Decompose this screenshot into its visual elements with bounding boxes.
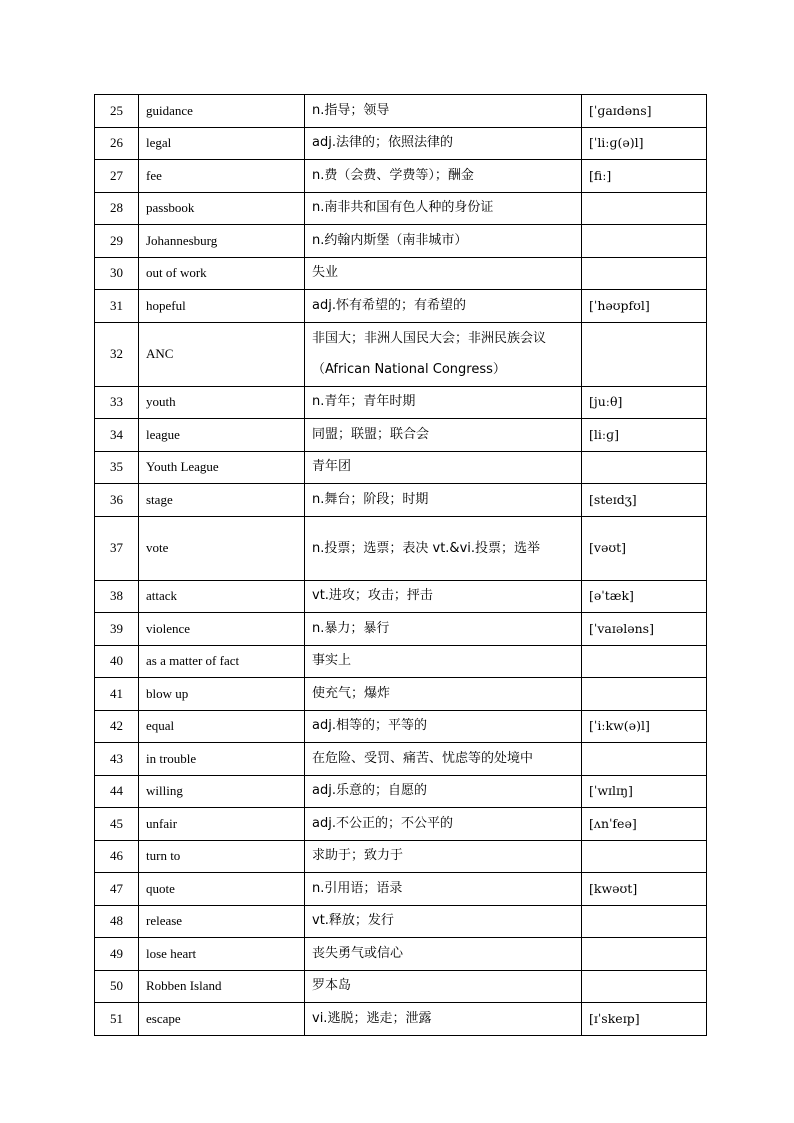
row-number: 39: [95, 613, 139, 646]
row-number: 37: [95, 516, 139, 580]
row-number: 35: [95, 451, 139, 484]
row-number: 41: [95, 678, 139, 711]
table-row: [95, 322, 707, 386]
word-cell: in trouble: [139, 743, 305, 776]
phonetic-cell: [kwəʊt]: [582, 873, 707, 906]
meaning-cell: vt.释放；发行: [305, 905, 582, 938]
word-cell: ANC: [139, 322, 305, 386]
word-cell: fee: [139, 160, 305, 193]
word-cell: release: [139, 905, 305, 938]
row-number: 44: [95, 775, 139, 808]
phonetic-cell: [ˈɡaɪdəns]: [582, 95, 707, 128]
table-row: [95, 808, 707, 841]
word-cell: lose heart: [139, 938, 305, 971]
word-cell: equal: [139, 710, 305, 743]
meaning-cell: n.投票；选票；表决 vt.&vi.投票；选举: [305, 516, 582, 580]
table-row: [95, 970, 707, 1003]
phonetic-cell: [582, 905, 707, 938]
table-row: [95, 580, 707, 613]
row-number: 28: [95, 192, 139, 225]
meaning-cell: 失业: [305, 257, 582, 290]
phonetic-cell: [582, 225, 707, 258]
table-row: [95, 192, 707, 225]
word-cell: Robben Island: [139, 970, 305, 1003]
phonetic-cell: [liːɡ]: [582, 419, 707, 452]
table-row: [95, 645, 707, 678]
row-number: 26: [95, 127, 139, 160]
meaning-cell: 同盟；联盟；联合会: [305, 419, 582, 452]
word-cell: stage: [139, 484, 305, 517]
table-row: [95, 451, 707, 484]
table-row: [95, 710, 707, 743]
row-number: 49: [95, 938, 139, 971]
row-number: 32: [95, 322, 139, 386]
word-cell: out of work: [139, 257, 305, 290]
meaning-cell: n.南非共和国有色人种的身份证: [305, 192, 582, 225]
word-cell: as a matter of fact: [139, 645, 305, 678]
meaning-cell: 事实上: [305, 645, 582, 678]
table-row: [95, 127, 707, 160]
word-cell: league: [139, 419, 305, 452]
table-row: [95, 419, 707, 452]
word-cell: youth: [139, 386, 305, 419]
word-cell: violence: [139, 613, 305, 646]
phonetic-cell: [582, 938, 707, 971]
row-number: 47: [95, 873, 139, 906]
meaning-cell: n.引用语；语录: [305, 873, 582, 906]
meaning-cell: 非国大；非洲人国民大会；非洲民族会议（African National Congress）: [305, 322, 582, 386]
meaning-cell: 丧失勇气或信心: [305, 938, 582, 971]
word-cell: blow up: [139, 678, 305, 711]
row-number: 30: [95, 257, 139, 290]
meaning-cell: 在危险、受罚、痛苦、忧虑等的处境中: [305, 743, 582, 776]
row-number: 25: [95, 95, 139, 128]
meaning-cell: n.青年；青年时期: [305, 386, 582, 419]
table-row: [95, 905, 707, 938]
meaning-cell: n.费（会费、学费等）；酬金: [305, 160, 582, 193]
row-number: 46: [95, 840, 139, 873]
phonetic-cell: [ˈiːkw(ə)l]: [582, 710, 707, 743]
table-row: [95, 225, 707, 258]
phonetic-cell: [juːθ]: [582, 386, 707, 419]
table-row: [95, 386, 707, 419]
meaning-cell: 青年团: [305, 451, 582, 484]
meaning-cell: vt.进攻；攻击；抨击: [305, 580, 582, 613]
meaning-cell: n.暴力；暴行: [305, 613, 582, 646]
meaning-cell: 使充气；爆炸: [305, 678, 582, 711]
phonetic-cell: [ˈliːɡ(ə)l]: [582, 127, 707, 160]
row-number: 45: [95, 808, 139, 841]
table-row: [95, 257, 707, 290]
phonetic-cell: [ˈwɪlɪŋ]: [582, 775, 707, 808]
word-cell: attack: [139, 580, 305, 613]
meaning-cell: n.约翰内斯堡（南非城市）: [305, 225, 582, 258]
word-cell: guidance: [139, 95, 305, 128]
phonetic-cell: [582, 970, 707, 1003]
table-row: [95, 613, 707, 646]
word-cell: hopeful: [139, 290, 305, 323]
word-cell: Johannesburg: [139, 225, 305, 258]
table-row: [95, 938, 707, 971]
phonetic-cell: [əˈtæk]: [582, 580, 707, 613]
table-row: [95, 678, 707, 711]
row-number: 40: [95, 645, 139, 678]
word-cell: unfair: [139, 808, 305, 841]
row-number: 33: [95, 386, 139, 419]
phonetic-cell: [vəʊt]: [582, 516, 707, 580]
phonetic-cell: [steɪdʒ]: [582, 484, 707, 517]
phonetic-cell: [ˈvaɪələns]: [582, 613, 707, 646]
meaning-cell: adj.不公正的；不公平的: [305, 808, 582, 841]
phonetic-cell: [fiː]: [582, 160, 707, 193]
row-number: 29: [95, 225, 139, 258]
row-number: 48: [95, 905, 139, 938]
meaning-cell: adj.法律的；依照法律的: [305, 127, 582, 160]
phonetic-cell: [ˈhəʊpfʊl]: [582, 290, 707, 323]
meaning-cell: adj.怀有希望的；有希望的: [305, 290, 582, 323]
table-row: [95, 516, 707, 580]
word-cell: turn to: [139, 840, 305, 873]
meaning-cell: adj.相等的；平等的: [305, 710, 582, 743]
row-number: 27: [95, 160, 139, 193]
row-number: 38: [95, 580, 139, 613]
table-row: [95, 1003, 707, 1036]
phonetic-cell: [582, 743, 707, 776]
table-row: [95, 290, 707, 323]
phonetic-cell: [ɪˈskeɪp]: [582, 1003, 707, 1036]
word-cell: vote: [139, 516, 305, 580]
phonetic-cell: [582, 257, 707, 290]
phonetic-cell: [582, 322, 707, 386]
meaning-cell: 求助于；致力于: [305, 840, 582, 873]
row-number: 34: [95, 419, 139, 452]
row-number: 50: [95, 970, 139, 1003]
table-row: [95, 775, 707, 808]
row-number: 31: [95, 290, 139, 323]
phonetic-cell: [582, 840, 707, 873]
word-cell: willing: [139, 775, 305, 808]
row-number: 51: [95, 1003, 139, 1036]
phonetic-cell: [ʌnˈfeə]: [582, 808, 707, 841]
table-row: [95, 840, 707, 873]
vocabulary-table: [94, 94, 707, 1036]
meaning-cell: n.舞台；阶段；时期: [305, 484, 582, 517]
table-row: [95, 484, 707, 517]
meaning-cell: vi.逃脱；逃走；泄露: [305, 1003, 582, 1036]
word-cell: passbook: [139, 192, 305, 225]
table-row: [95, 873, 707, 906]
phonetic-cell: [582, 192, 707, 225]
vocabulary-table-body: [95, 95, 707, 1036]
meaning-cell: 罗本岛: [305, 970, 582, 1003]
word-cell: quote: [139, 873, 305, 906]
word-cell: legal: [139, 127, 305, 160]
phonetic-cell: [582, 678, 707, 711]
phonetic-cell: [582, 645, 707, 678]
table-row: [95, 160, 707, 193]
table-row: [95, 743, 707, 776]
row-number: 36: [95, 484, 139, 517]
meaning-cell: adj.乐意的；自愿的: [305, 775, 582, 808]
phonetic-cell: [582, 451, 707, 484]
row-number: 42: [95, 710, 139, 743]
row-number: 43: [95, 743, 139, 776]
meaning-cell: n.指导；领导: [305, 95, 582, 128]
word-cell: Youth League: [139, 451, 305, 484]
word-cell: escape: [139, 1003, 305, 1036]
table-row: [95, 95, 707, 128]
